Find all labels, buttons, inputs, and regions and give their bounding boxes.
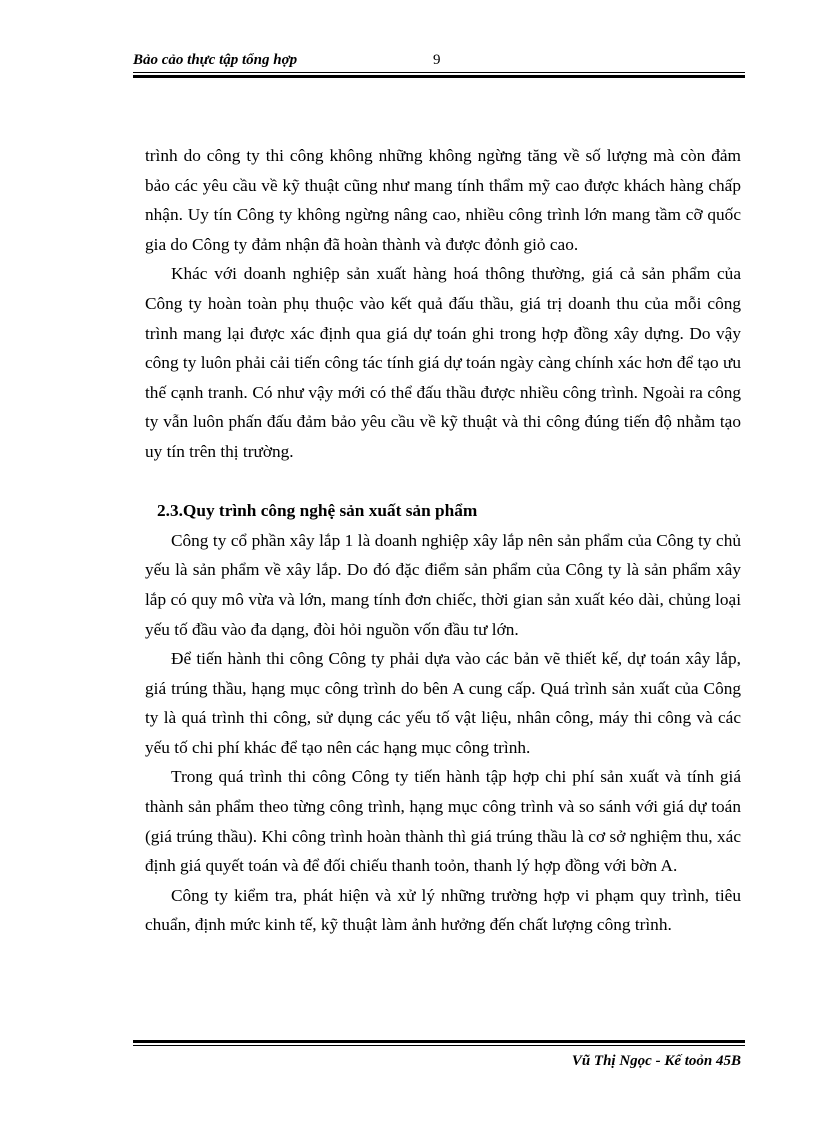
section-heading: 2.3.Quy trình công nghệ sản xuất sản phẩm bbox=[157, 501, 478, 521]
header-title: Bảo cảo thực tập tổng hợp bbox=[133, 52, 298, 68]
page-number: 9 bbox=[433, 52, 441, 68]
header-rule-thick bbox=[133, 75, 745, 78]
header-rule-thin bbox=[133, 72, 745, 73]
paragraph: Khác với doanh nghiệp sản xuất hàng hoá thông thường, giá cả sản phẩm của Công ty hoàn toàn phụ thuộc vào kết quả đấu thầu, giá trị doanh thu của mỗi công trình mang lại được xác định qua giá dự toán ghi trong hợp đồng xây dựng. Do vậy công ty luôn phải cải tiến công tác tính giá dự toán ngày càng chính xác hơn để tạo ưu thế cạnh tranh. Có như vậy mới có thể đấu thầu được nhiều công trình. Ngoài ra công ty vẫn luôn phấn đấu đảm bảo yêu cầu về kỹ thuật và thi công đúng tiến độ nhằm tạo uy tín trên thị trường. bbox=[145, 264, 741, 461]
paragraph-continued: trình do công ty thi công không những không ngừng tăng về số lượng mà còn đảm bảo các yêu cầu về kỹ thuật cũng như mang tính thẩm mỹ cao được khách hàng chấp nhận. Uy tín Công ty không ngừng nâng cao, nhiều công trình lớn mang tầm cỡ quốc gia do Công ty đảm nhận đã hoàn thành và được đỏnh giỏ cao. bbox=[145, 146, 741, 254]
body-text bbox=[145, 141, 741, 940]
footer-rule-thick bbox=[133, 1040, 745, 1043]
footer-author: Vũ Thị Ngọc - Kế toỏn 45B bbox=[571, 1053, 741, 1069]
page-header bbox=[133, 48, 745, 78]
paragraph: Để tiến hành thi công Công ty phải dựa vào các bản vẽ thiết kế, dự toán xây lắp, giá trúng thầu, hạng mục công trình do bên A cung cấp. Quá trình sản xuất của Công ty là quá trình thi công, sử dụng các yếu tố vật liệu, nhân công, máy thi công và các yếu tố chi phí khác để tạo nên các hạng mục công trình. bbox=[145, 649, 741, 757]
paragraph: Công ty cổ phần xây lắp 1 là doanh nghiệp xây lắp nên sản phẩm của Công ty chủ yếu là sản phẩm về xây lắp. Do đó đặc điểm sản phẩm của Công ty là sản phẩm xây lắp có quy mô vừa và lớn, mang tính đơn chiếc, thời gian sản xuất kéo dài, chủng loại yếu tố đầu vào đa dạng, đòi hỏi nguồn vốn đầu tư lớn. bbox=[145, 530, 741, 639]
paragraph: Công ty kiểm tra, phát hiện và xử lý những trường hợp vi phạm quy trình, tiêu chuẩn, định mức kinh tế, kỹ thuật làm ảnh hưởng đến chất lượng công trình. bbox=[145, 885, 741, 935]
footer-rule-thin bbox=[133, 1045, 745, 1046]
page-footer bbox=[133, 1040, 745, 1080]
paragraph: Trong quá trình thi công Công ty tiến hành tập hợp chi phí sản xuất và tính giá thành sản phẩm theo từng công trình, hạng mục công trình và so sánh với giá dự toán (giá trúng thầu). Khi công trình hoàn thành thì giá trúng thầu là cơ sở nghiệm thu, xác định giá quyết toán và để đối chiếu thanh toỏn, thanh lý hợp đồng với bờn A. bbox=[145, 767, 741, 876]
